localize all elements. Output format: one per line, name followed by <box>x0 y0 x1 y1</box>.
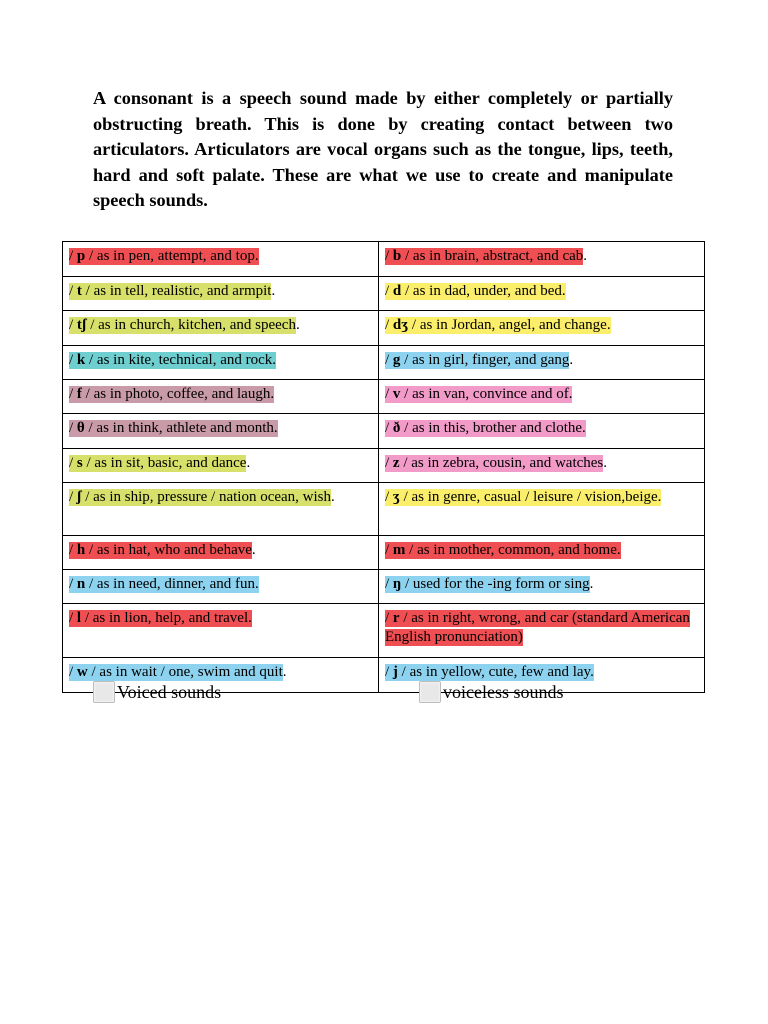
example-text: / as in pen, attempt, and top. <box>85 248 259 264</box>
legend-voiceless-label: voiceless sounds <box>443 681 564 702</box>
slash-open: / <box>69 420 77 436</box>
highlighted-entry <box>385 317 611 334</box>
phoneme-symbol: k <box>76 352 86 368</box>
voiceless-cell <box>63 604 379 658</box>
table-row <box>63 414 705 449</box>
consonant-table <box>62 241 705 693</box>
example-text: / as in this, brother and clothe. <box>400 420 586 436</box>
slash-open: / <box>69 542 77 558</box>
trailing-punctuation: . <box>251 542 256 558</box>
phoneme-symbol: v <box>392 386 401 402</box>
phoneme-symbol: s <box>76 455 83 471</box>
slash-open: / <box>69 352 77 368</box>
example-text: / as in genre, casual / leisure / vision,beige. <box>399 489 662 505</box>
slash-open: / <box>385 317 393 333</box>
trailing-punctuation: . <box>282 664 287 680</box>
voiced-cell <box>379 449 705 483</box>
phoneme-symbol: b <box>392 248 402 264</box>
consonant-table-body <box>63 242 705 693</box>
example-text: / as in hat, who and behave <box>85 542 252 558</box>
trailing-punctuation: . <box>246 455 251 471</box>
example-text: / as in yellow, cute, few and lay. <box>397 664 594 680</box>
example-text: / as in brain, abstract, and cab <box>401 248 584 264</box>
phoneme-symbol: ʃ <box>76 489 82 505</box>
example-text: / as in lion, help, and travel. <box>81 610 252 626</box>
voiced-cell <box>379 277 705 311</box>
example-text: / as in ship, pressure / nation ocean, wish <box>81 489 332 505</box>
phoneme-symbol: f <box>76 386 82 402</box>
slash-open: / <box>69 664 77 680</box>
highlighted-entry <box>69 455 246 472</box>
slash-open: / <box>69 489 77 505</box>
phoneme-symbol: j <box>392 664 398 680</box>
highlighted-entry <box>385 352 569 369</box>
voiceless-cell <box>63 570 379 604</box>
highlighted-entry <box>385 664 594 681</box>
voiced-cell <box>379 604 705 658</box>
phoneme-symbol: h <box>76 542 86 558</box>
voiceless-cell <box>63 242 379 277</box>
highlighted-entry <box>385 420 586 437</box>
phoneme-symbol: ð <box>392 420 401 436</box>
voiced-swatch-icon <box>93 681 115 703</box>
slash-open: / <box>69 576 77 592</box>
example-text: / as in right, wrong, and car (standard American English pronunciation) <box>385 610 690 645</box>
table-row <box>63 570 705 604</box>
highlighted-entry <box>385 283 566 300</box>
slash-open: / <box>385 352 393 368</box>
slash-open: / <box>385 420 393 436</box>
table-row <box>63 604 705 658</box>
slash-open: / <box>385 386 393 402</box>
legend-voiceless <box>419 681 564 703</box>
table-row <box>63 449 705 483</box>
slash-open: / <box>385 664 393 680</box>
trailing-punctuation: . <box>295 317 300 333</box>
trailing-punctuation: . <box>603 455 608 471</box>
highlighted-entry <box>69 283 271 300</box>
slash-open: / <box>385 455 393 471</box>
voiceless-cell <box>63 449 379 483</box>
phoneme-symbol: l <box>76 610 82 626</box>
highlighted-entry <box>69 420 278 437</box>
legend-voiced <box>93 681 221 703</box>
slash-open: / <box>69 283 77 299</box>
example-text: / as in need, dinner, and fun. <box>85 576 259 592</box>
voiceless-cell <box>63 483 379 536</box>
slash-open: / <box>69 386 77 402</box>
voiced-cell <box>379 242 705 277</box>
voiceless-swatch-icon <box>419 681 441 703</box>
phoneme-symbol: p <box>76 248 86 264</box>
legend-voiced-label: Voiced sounds <box>117 681 222 702</box>
highlighted-entry <box>385 542 621 559</box>
slash-open: / <box>385 489 393 505</box>
slash-open: / <box>385 610 393 626</box>
example-text: / as in kite, technical, and rock. <box>85 352 277 368</box>
slash-open: / <box>69 610 77 626</box>
example-text: / as in church, kitchen, and speech <box>86 317 296 333</box>
voiceless-cell <box>63 346 379 380</box>
voiced-cell <box>379 414 705 449</box>
phoneme-symbol: ʒ <box>392 489 400 505</box>
highlighted-entry <box>69 317 296 334</box>
phoneme-symbol: g <box>392 352 401 368</box>
phoneme-symbol: θ <box>76 420 85 436</box>
highlighted-entry <box>385 386 572 403</box>
example-text: / as in sit, basic, and dance <box>82 455 247 471</box>
phoneme-symbol: r <box>392 610 400 626</box>
highlighted-entry <box>385 610 690 646</box>
example-text: / as in photo, coffee, and laugh. <box>81 386 275 402</box>
highlighted-entry <box>385 576 590 593</box>
phoneme-symbol: dʒ <box>392 317 409 333</box>
trailing-punctuation: . <box>589 576 594 592</box>
table-row <box>63 277 705 311</box>
highlighted-entry <box>69 542 252 559</box>
trailing-punctuation: . <box>583 248 588 264</box>
phoneme-symbol: m <box>392 542 406 558</box>
example-text: / as in zebra, cousin, and watches <box>399 455 604 471</box>
phoneme-symbol: ŋ <box>392 576 402 592</box>
phoneme-symbol: n <box>76 576 86 592</box>
slash-open: / <box>385 542 393 558</box>
highlighted-entry <box>69 386 274 403</box>
voiceless-cell <box>63 536 379 570</box>
voiceless-cell <box>63 414 379 449</box>
voiced-cell <box>379 536 705 570</box>
table-row <box>63 311 705 346</box>
voiced-cell <box>379 346 705 380</box>
slash-open: / <box>385 576 393 592</box>
example-text: / as in mother, common, and home. <box>405 542 621 558</box>
voiceless-cell <box>63 380 379 414</box>
intro-paragraph: A consonant is a speech sound made by either completely or partially obstructing breath. This is done by creating contact between two articulators. Articulators are vocal organs such as the tongue, lips, teeth, hard and soft palate. These are what we use to create and manipulate speech sounds. <box>93 88 673 210</box>
slash-open: / <box>69 248 77 264</box>
phoneme-symbol: tʃ <box>76 317 87 333</box>
example-text: / as in dad, under, and bed. <box>401 283 566 299</box>
highlighted-entry <box>69 352 276 369</box>
highlighted-entry <box>69 576 259 593</box>
table-row <box>63 380 705 414</box>
table-row <box>63 536 705 570</box>
trailing-punctuation: . <box>271 283 276 299</box>
voiced-cell <box>379 483 705 536</box>
slash-open: / <box>69 455 77 471</box>
example-text: / as in wait / one, swim and quit <box>87 664 283 680</box>
phoneme-symbol: t <box>76 283 82 299</box>
highlighted-entry <box>385 489 661 506</box>
example-text: / as in think, athlete and month. <box>84 420 278 436</box>
voiced-cell <box>379 311 705 346</box>
example-text: / used for the -ing form or sing <box>401 576 590 592</box>
phoneme-symbol: w <box>76 664 88 680</box>
highlighted-entry <box>69 489 331 506</box>
table-row <box>63 483 705 536</box>
trailing-punctuation: . <box>331 489 335 505</box>
slash-open: / <box>385 248 393 264</box>
voiced-cell <box>379 380 705 414</box>
example-text: / as in Jordan, angel, and change. <box>408 317 611 333</box>
highlighted-entry <box>69 248 259 265</box>
highlighted-entry <box>385 455 603 472</box>
highlighted-entry <box>69 664 283 681</box>
example-text: / as in tell, realistic, and armpit <box>81 283 272 299</box>
slash-open: / <box>69 317 77 333</box>
voiced-cell <box>379 570 705 604</box>
example-text: / as in girl, finger, and gang <box>400 352 570 368</box>
phoneme-symbol: d <box>392 283 402 299</box>
highlighted-entry <box>69 610 252 627</box>
highlighted-entry <box>385 248 583 265</box>
trailing-punctuation: . <box>569 352 574 368</box>
table-row <box>63 346 705 380</box>
phoneme-symbol: z <box>392 455 400 471</box>
voiceless-cell <box>63 311 379 346</box>
table-row <box>63 242 705 277</box>
example-text: / as in van, convince and of. <box>400 386 573 402</box>
voiceless-cell <box>63 277 379 311</box>
slash-open: / <box>385 283 393 299</box>
